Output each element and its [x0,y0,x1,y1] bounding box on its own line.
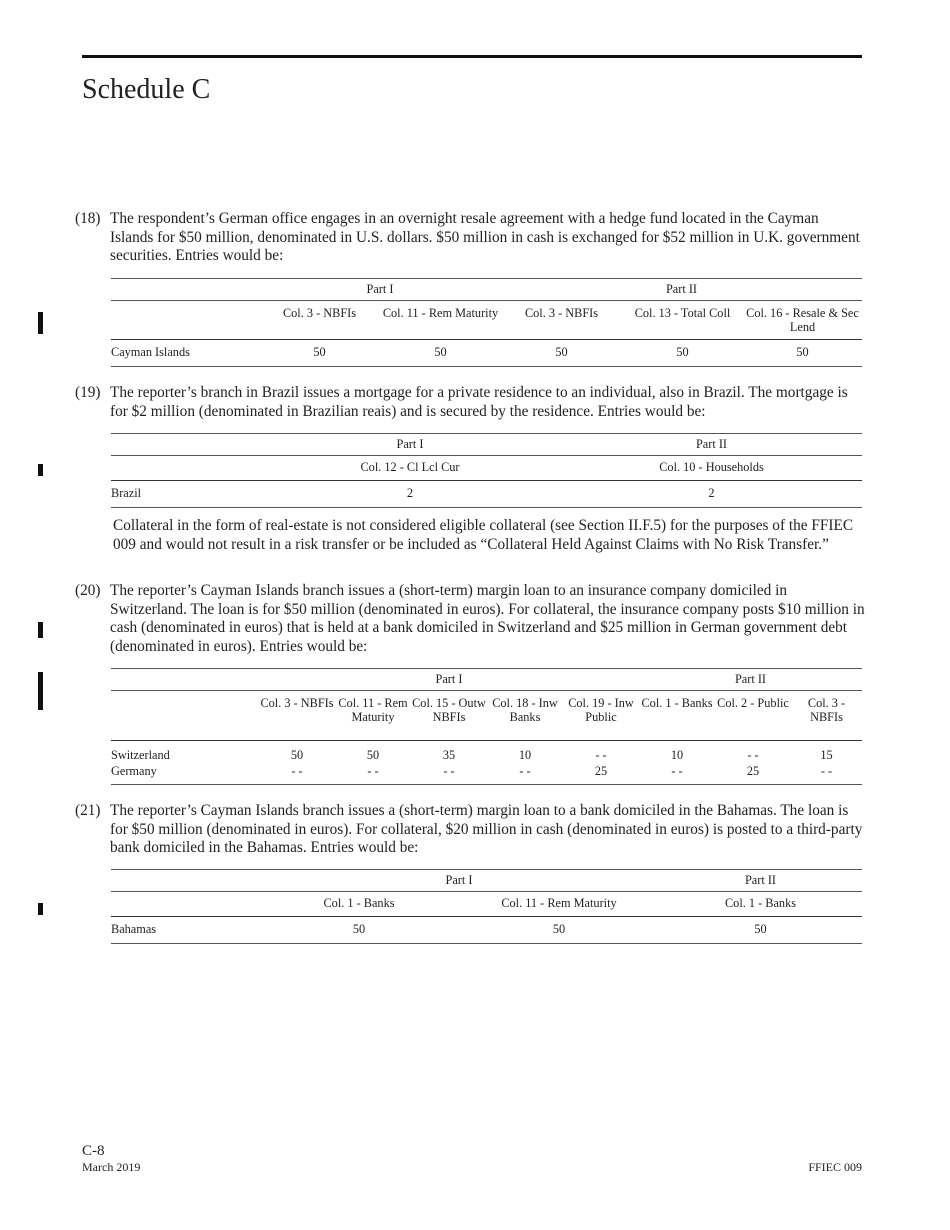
table-cell: 10 [518,748,532,762]
column-header: Col. 3 - NBFIs [807,696,846,724]
column-header: Col. 18 - Inw Banks [492,696,558,724]
table-cell: 50 [676,345,689,359]
column-header: Col. 10 - Households [659,460,764,475]
column-header: Col. 1 - Banks [724,896,797,911]
example-body: The reporter’s Cayman Islands branch issues a (short-term) margin loan to a bank domiciled in the Bahamas. The loan is for $50 million (denominated in euros). For collateral, $20 million in cash (denominated in euros) is posted to a third-party bank domiciled in the Bahamas. Entries would be: [110,802,863,856]
table-row [111,764,862,785]
footer-date: March 2019 [82,1160,141,1174]
table-cell: - - [747,748,759,762]
column-header: Col. 11 - Rem Maturity [338,696,408,724]
table-cell: 15 [820,748,833,762]
example-body: The reporter’s branch in Brazil issues a mortgage for a private residence to an individual, also in Brazil. The mortgage is for $2 million (denominated in Brazilian reais) and is secured by the residence. Entries would be: [110,384,848,420]
column-header: Col. 1 - Banks [323,896,395,911]
table-cell: 50 [552,922,566,936]
row-label: Cayman Islands [111,345,190,359]
example-20-text [75,582,865,656]
example-number: (20) [75,582,101,599]
column-header: Col. 12 - Cl Lcl Cur [360,460,460,475]
column-header: Col. 3 - NBFIs [260,696,334,710]
part-ii-header: Part II [695,436,728,451]
part-i-header: Part I [396,436,424,451]
table-row [111,340,862,367]
example-body: The reporter’s Cayman Islands branch issues a (short-term) margin loan to an insurance company domiciled in Switzerland. The loan is for $50 million (denominated in euros). For collateral, the insurance company posts $10 million in cash (denominated in euros) that is held at a bank domiciled in Switzerland and $25 million in German government debt (denominated in euros). Entries would be: [110,582,865,655]
table-cell: 50 [313,345,326,359]
table-cell: 50 [555,345,568,359]
example-20-table [111,668,862,785]
example-18-table [111,278,862,367]
column-header: Col. 2 - Public [717,696,789,710]
table-cell: 50 [796,345,809,359]
page-number: C-8 [82,1143,105,1159]
example-18-text [75,210,865,266]
table-cell: - - [519,763,531,778]
example-number: (19) [75,384,101,401]
table-cell: 25 [594,763,608,778]
change-bar [38,464,43,476]
table-cell: 35 [442,748,456,762]
footer-form-name: FFIEC 009 [808,1160,862,1174]
part-i-header: Part I [366,281,394,296]
column-header: Col. 3 - NBFIs [282,306,357,320]
column-header: Col. 11 - Rem Maturity [501,896,617,911]
table-row [111,741,862,764]
column-header: Col. 11 - Rem Maturity [382,306,499,320]
table-cell: 2 [406,486,414,500]
table-cell: - - [443,763,455,778]
change-bar [38,622,43,638]
example-21-text [75,802,865,858]
example-19-note: Collateral in the form of real-estate is not considered eligible collateral (see Section II.F.5) for the purposes of the FFIEC 009 and would not result in a risk transfer or be included as “Collateral Held Against Claims with No Risk Transfer.” [113,517,854,553]
table-cell: - - [595,748,607,762]
row-label: Bahamas [111,922,157,936]
example-19-table [111,433,862,508]
part-i-header: Part I [445,872,473,887]
part-ii-header: Part II [665,281,698,296]
table-cell: - - [291,763,303,778]
change-bar [38,672,43,710]
example-body: The respondent’s German office engages in an overnight resale agreement with a hedge fund located in the Cayman Islands for $50 million, denominated in U.S. dollars. $50 million in cash is exchanged for $52 million in U.K. government securities. Entries would be: [110,210,860,264]
column-header: Col. 1 - Banks [641,696,713,710]
part-i-header: Part I [435,671,463,686]
row-label: Brazil [111,486,142,500]
example-21-table [111,869,862,944]
table-cell: 50 [754,922,767,936]
change-bar [38,312,43,334]
column-header: Col. 19 - Inw Public [568,696,634,724]
row-label: Switzerland [111,748,170,762]
row-label: Germany [111,763,157,778]
example-19-text [75,384,865,421]
header-rule [82,55,862,58]
table-cell: 50 [352,922,366,936]
table-cell: - - [367,763,379,778]
change-bar [38,903,43,915]
part-ii-header: Part II [744,872,777,887]
page-title: Schedule C [82,74,211,105]
table-cell: 25 [746,763,760,778]
column-header: Col. 15 - Outw NBFIs [412,696,486,724]
part-ii-header: Part II [734,671,767,686]
example-number: (18) [75,210,101,227]
table-cell: 50 [366,748,380,762]
table-cell: 2 [708,486,715,500]
column-header: Col. 13 - Total Coll [634,306,731,320]
column-header: Col. 16 - Resale & Sec Lend [746,306,859,334]
table-cell: 50 [290,748,304,762]
table-cell: 10 [670,748,684,762]
column-header: Col. 3 - NBFIs [524,306,599,320]
table-cell: 50 [434,345,447,359]
table-row [111,917,862,944]
example-number: (21) [75,802,101,819]
table-cell: - - [820,763,833,778]
table-row [111,481,862,508]
table-cell: - - [671,763,683,778]
